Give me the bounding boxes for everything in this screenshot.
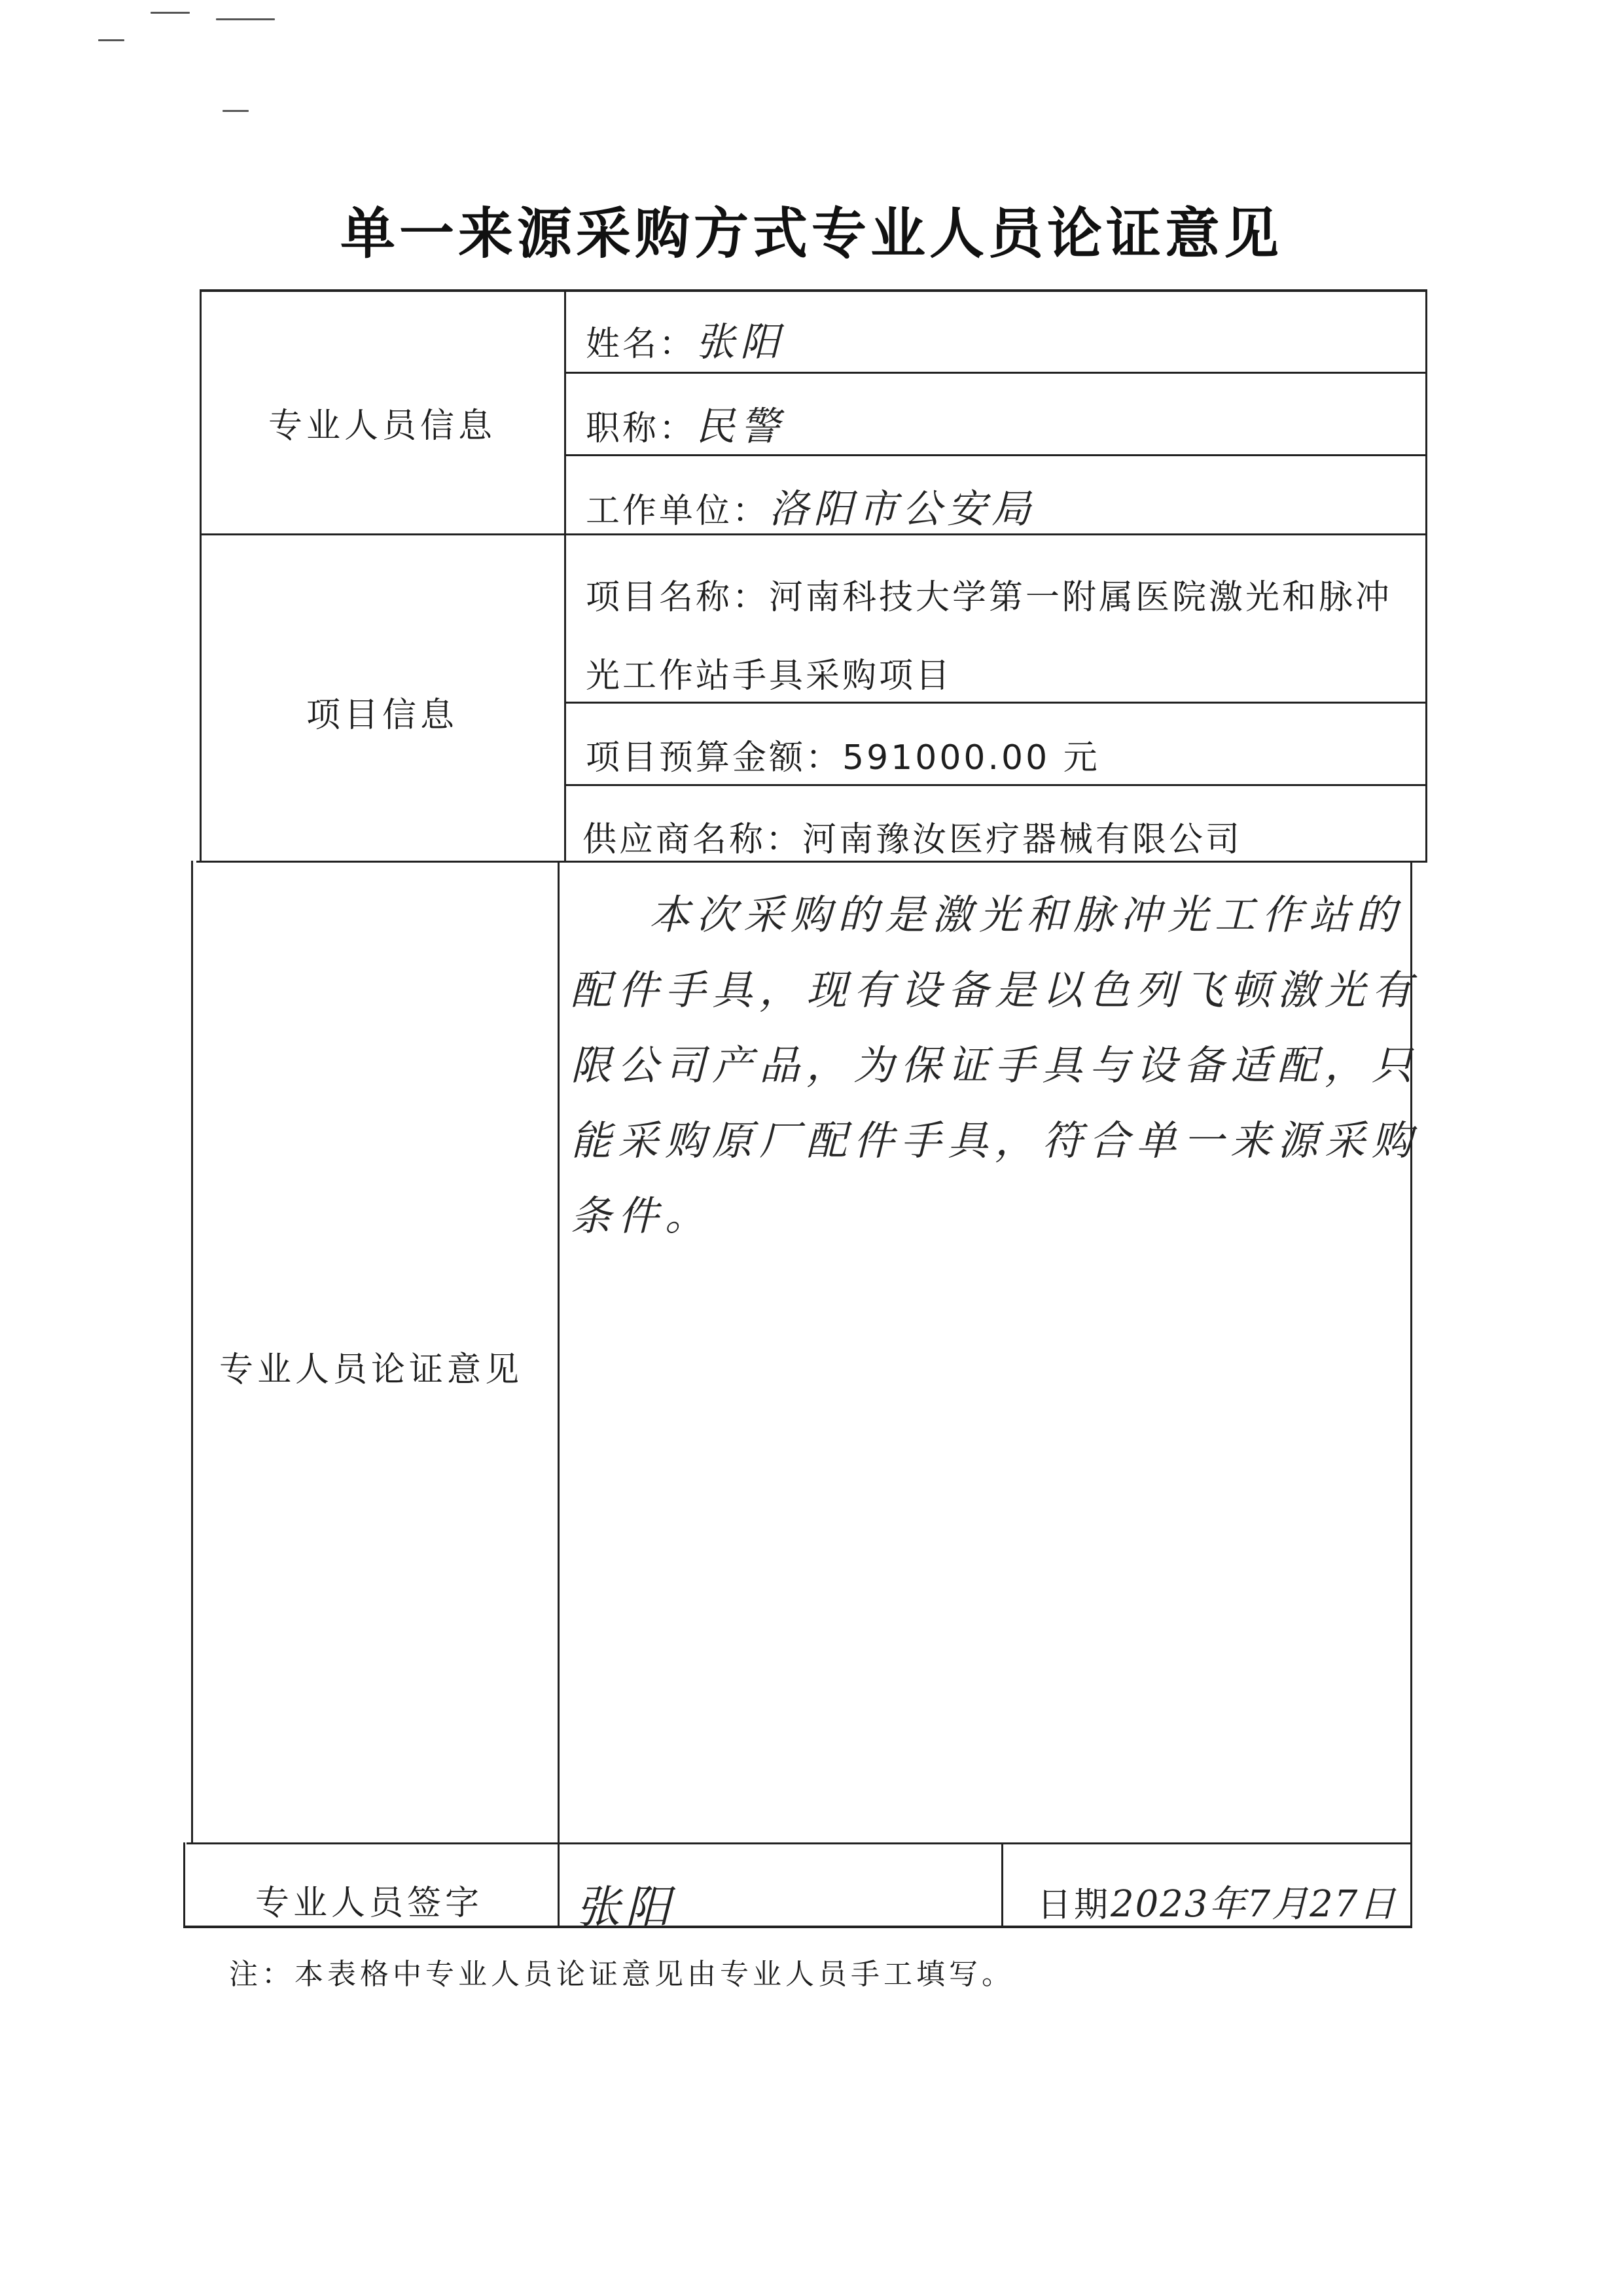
row-divider — [564, 784, 1427, 786]
row-divider — [564, 372, 1427, 374]
footnote: 注：本表格中专业人员论证意见由专业人员手工填写。 — [229, 1958, 1014, 1991]
project-name-value: 河南科技大学第一附属医院激光和脉冲 — [769, 578, 1393, 617]
scan-mark — [98, 39, 124, 41]
scan-mark — [223, 110, 249, 112]
employer-label: 工作单位： — [586, 492, 770, 531]
job-title-handwritten: 民警 — [696, 404, 785, 450]
supplier-label: 供应商名称： — [582, 820, 803, 859]
job-title-field — [586, 395, 785, 452]
date-field — [1037, 1875, 1397, 1928]
scan-mark — [216, 18, 275, 20]
column-divider — [558, 861, 560, 1928]
project-name-label: 项目名称： — [586, 578, 770, 617]
project-name-field-cont — [586, 648, 952, 697]
opinion-section-label: 专业人员论证意见 — [219, 1350, 524, 1390]
table-border-right — [1425, 289, 1427, 863]
signature-label: 专业人员签字 — [255, 1884, 484, 1923]
budget-field — [586, 730, 1100, 779]
supplier-field — [582, 812, 1242, 861]
budget-value: 591000.00 元 — [842, 738, 1100, 778]
table-border-top — [200, 289, 1427, 292]
opinion-handwritten-text: 本次采购的是激光和脉冲光工作站的配件手具，现有设备是以色列飞顿激光有限公司产品，为保证手具与设备适配，只能采购原厂配件手具，符合单一来源采购条件。 — [571, 891, 1419, 1240]
project-name-field — [586, 569, 1392, 619]
column-divider — [1001, 1842, 1003, 1928]
row-divider — [196, 861, 1427, 863]
supplier-value: 河南豫汝医疗器械有限公司 — [802, 820, 1243, 859]
signature-field — [576, 1872, 675, 1935]
name-label: 姓名： — [586, 325, 696, 364]
table-border-left — [183, 1842, 185, 1928]
column-divider — [564, 289, 566, 861]
table-border-left — [191, 861, 193, 1842]
date-handwritten: 2023年7月27日 — [1111, 1883, 1397, 1926]
project-section-label: 项目信息 — [306, 696, 459, 735]
employer-field — [586, 478, 1036, 534]
signature-handwritten: 张阳 — [576, 1882, 676, 1933]
row-divider — [187, 1842, 1412, 1844]
page-title: 单一来源采购方式专业人员论证意见 — [340, 202, 1283, 266]
table-border-left — [200, 289, 202, 861]
row-divider — [564, 454, 1427, 456]
employer-handwritten: 洛阳市公安局 — [769, 486, 1037, 532]
budget-label: 项目预算金额： — [586, 738, 843, 778]
date-label: 日期 — [1037, 1886, 1111, 1925]
personnel-section-label: 专业人员信息 — [268, 406, 497, 446]
name-handwritten: 张阳 — [696, 319, 785, 365]
scan-mark — [151, 12, 190, 14]
project-name-value-line2: 光工作站手具采购项目 — [586, 656, 953, 696]
job-title-label: 职称： — [586, 409, 696, 448]
row-divider — [564, 702, 1427, 704]
name-field — [586, 311, 785, 367]
